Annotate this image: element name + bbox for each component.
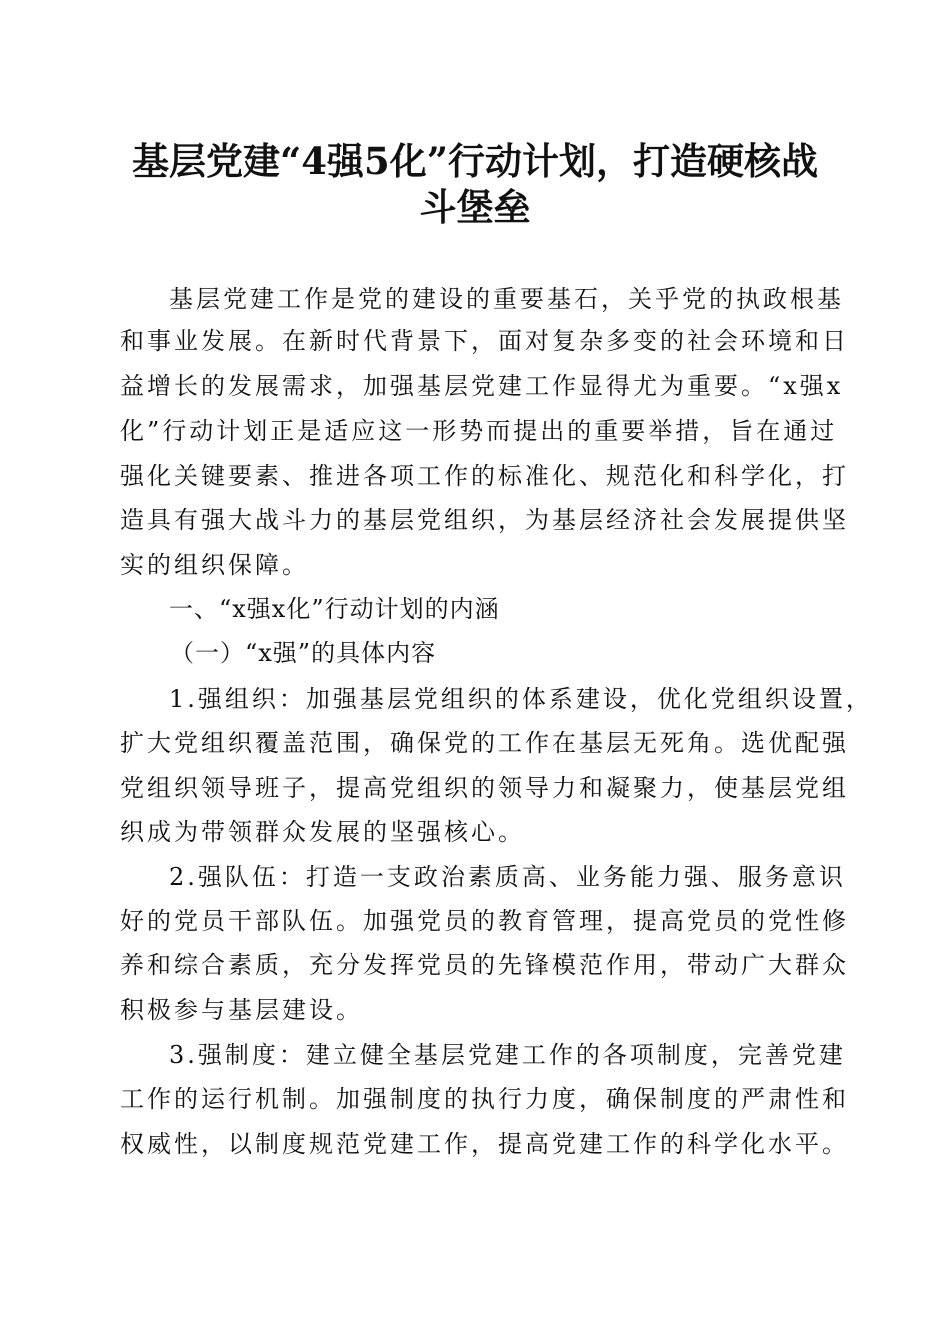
intro-paragraph-line: 强化关键要素、推进各项工作的标准化、规范化和科学化，打 bbox=[120, 462, 849, 490]
item-2-line: 积极参与基层建设。 bbox=[120, 996, 363, 1024]
intro-paragraph-line: 实的组织保障。 bbox=[120, 551, 309, 579]
intro-paragraph-line: 基层党建工作是党的建设的重要基石，关乎党的执政根基 bbox=[169, 285, 844, 313]
item-3-line: 权威性，以制度规范党建工作，提高党建工作的科学化水平。 bbox=[120, 1130, 849, 1158]
item-1-line: 党组织领导班子，提高党组织的领导力和凝聚力，使基层党组 bbox=[120, 774, 849, 802]
intro-paragraph-line: 化”行动计划正是适应这一形势而提出的重要举措，旨在通过 bbox=[120, 417, 838, 445]
item-1-line: 扩大党组织覆盖范围，确保党的工作在基层无死角。选优配强 bbox=[120, 729, 849, 757]
item-1-line: 织成为带领群众发展的坚强核心。 bbox=[120, 818, 525, 846]
item-1-line: 1.强组织：加强基层党组织的体系建设，优化党组织设置， bbox=[169, 685, 873, 713]
document-title-line-1: 基层党建“4强5化”行动计划，打造硬核战 bbox=[131, 139, 819, 183]
item-2-line: 2.强队伍：打造一支政治素质高、业务能力强、服务意识 bbox=[169, 863, 846, 891]
intro-paragraph-line: 和事业发展。在新时代背景下，面对复杂多变的社会环境和日 bbox=[120, 327, 849, 355]
subsection-heading: （一）“x强”的具体内容 bbox=[170, 639, 437, 667]
intro-paragraph-line: 造具有强大战斗力的基层党组织，为基层经济社会发展提供坚 bbox=[120, 506, 849, 534]
item-3-line: 工作的运行机制。加强制度的执行力度，确保制度的严肃性和 bbox=[120, 1085, 849, 1113]
item-3-line: 3.强制度：建立健全基层党建工作的各项制度，完善党建 bbox=[169, 1041, 846, 1069]
item-2-line: 养和综合素质，充分发挥党员的先锋模范作用，带动广大群众 bbox=[120, 951, 849, 979]
item-2-line: 好的党员干部队伍。加强党员的教育管理，提高党员的党性修 bbox=[120, 907, 849, 935]
intro-paragraph-line: 益增长的发展需求，加强基层党建工作显得尤为重要。“x强x bbox=[120, 372, 844, 400]
section-heading: 一、“x强x化”行动计划的内涵 bbox=[169, 595, 500, 623]
document-title-line-2: 斗堡垒 bbox=[419, 185, 531, 229]
